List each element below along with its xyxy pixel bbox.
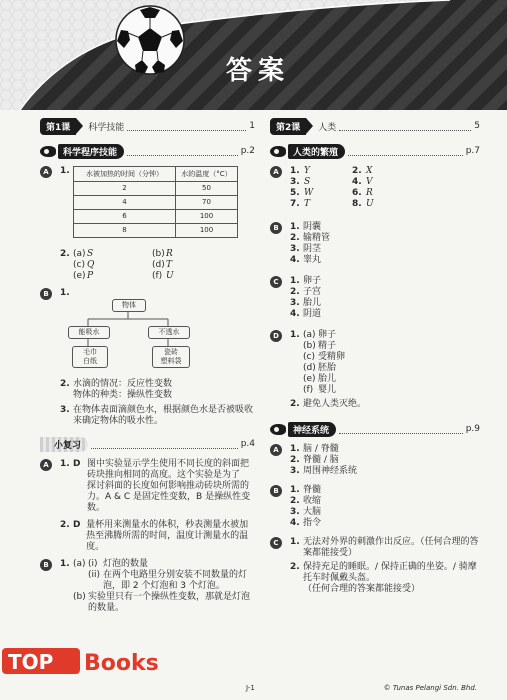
answer: 阴囊: [303, 222, 322, 232]
section-label: 科学程序技能: [58, 144, 124, 159]
page-number: J-1: [246, 684, 255, 692]
answer-grid: [290, 166, 406, 210]
answer: 胎儿: [303, 298, 322, 308]
table-cell: 70: [176, 196, 238, 210]
answer: 脑 / 脊髓: [303, 444, 339, 454]
list-item: [290, 562, 480, 595]
data-table: [73, 166, 238, 238]
question-2: [60, 520, 255, 553]
table-cell: 2: [74, 182, 176, 196]
list-item: [290, 287, 480, 298]
question-number: 5.: [290, 188, 300, 198]
magnifier-icon: [40, 146, 56, 157]
lesson-page: 5: [474, 121, 480, 131]
answer: 卵子: [318, 330, 337, 340]
leaf-text: 毛巾: [83, 348, 97, 356]
answer-line: 来确定物体的吸水性。: [73, 416, 164, 426]
section-header-nervous: [270, 422, 480, 436]
table-header: 水被加热的时间（分钟）: [74, 167, 176, 182]
question-number: 2.: [290, 399, 300, 409]
question-number: 2.: [290, 496, 300, 506]
section-header-reproduction: [270, 144, 480, 158]
table-row: [74, 224, 238, 238]
question-number: 3.: [290, 507, 300, 517]
list-item: [290, 309, 480, 320]
sub-label: (b): [152, 249, 165, 259]
left-column: [40, 118, 255, 620]
question-number: 6.: [352, 188, 362, 198]
answer: S: [304, 177, 311, 187]
answer-group-d: [270, 330, 480, 410]
list-item: [290, 399, 480, 410]
answer: 指令: [303, 518, 322, 528]
table-row: [74, 196, 238, 210]
answer: 阴道: [303, 309, 322, 319]
question-number: 8.: [352, 199, 362, 209]
answer: Q: [87, 260, 95, 270]
question-number: 3.: [290, 466, 300, 476]
lesson-1-header: [40, 118, 255, 134]
list-item: [290, 466, 480, 477]
section-page: p.7: [465, 146, 480, 156]
answer: R: [166, 249, 173, 259]
sub-label: (a): [73, 559, 86, 569]
lesson-name: 人类: [318, 122, 337, 133]
lesson-name: 科学技能: [88, 122, 125, 133]
chart-leaf-right: [152, 346, 190, 368]
list-item: [290, 330, 480, 341]
table-cell: 50: [176, 182, 238, 196]
answer-group-a: [270, 166, 480, 210]
leader-dots: [127, 122, 246, 131]
list-item: [290, 374, 480, 385]
answer-line: 力。A & C 是固定性变数，B 是操纵性变: [87, 492, 251, 502]
list-item: [290, 255, 480, 266]
list-item: [290, 496, 480, 507]
section-label: 神经系统: [288, 422, 336, 437]
question-3: [60, 405, 255, 427]
question-number: 3.: [290, 177, 300, 187]
answer-line: 在两个电路里分别安装不同数量的灯: [103, 570, 248, 580]
answer: S: [87, 249, 94, 259]
sub-label: (b): [73, 592, 86, 602]
answer: 收缩: [303, 496, 322, 506]
magnifier-icon: [270, 424, 286, 435]
section-header-review: [40, 437, 255, 451]
answer: 受精卵: [318, 352, 346, 362]
question-number: 1.: [60, 288, 70, 298]
question-number: 4.: [352, 177, 362, 187]
answer: R: [366, 188, 373, 198]
answer-letter: D: [73, 520, 81, 530]
list-item: [290, 455, 480, 466]
sub-label: (d): [152, 260, 165, 270]
question-number: 1.: [290, 166, 300, 176]
question-1: [60, 459, 255, 514]
answer: X: [366, 166, 373, 176]
answer-line: 数。: [87, 503, 106, 513]
section-page: p.9: [465, 424, 480, 434]
answer: 脊髓: [303, 485, 322, 495]
answer: 胚胎: [318, 363, 337, 373]
chart-leaf-left: [72, 346, 108, 368]
question-number: 2.: [352, 166, 362, 176]
sub-label: (f): [152, 271, 163, 281]
answer-line: （任何合理的答案都能接受）: [303, 584, 421, 594]
section-page: p.4: [240, 439, 255, 449]
question-number: 1.: [290, 444, 300, 454]
answer-group-c: [270, 537, 480, 595]
answer-line: 量杯用来测量水的体积，秒表测量水被加: [86, 520, 249, 530]
question-number: 2.: [60, 379, 70, 389]
leader-dots: [127, 147, 238, 156]
sub-label: (b): [303, 341, 316, 351]
list-item: [290, 352, 480, 363]
answer: 输精管: [303, 233, 331, 243]
answer-line: 的数量。: [88, 603, 125, 613]
list-item: [290, 385, 480, 396]
lesson-tab: 第2课: [270, 118, 306, 135]
leaf-text: 塑料袋: [160, 357, 182, 365]
question-number: 4.: [290, 255, 300, 265]
answer-line: 托车时佩戴头盔。: [303, 573, 376, 583]
list-item: [290, 341, 480, 352]
lesson-tab: 第1课: [40, 118, 76, 135]
sub-label: (a): [303, 330, 316, 340]
page-title: 答案: [226, 56, 291, 86]
question-1: [60, 166, 255, 241]
list-item: [290, 485, 480, 496]
sub-label: (ii): [88, 570, 101, 580]
sub-label: (c): [303, 352, 315, 362]
question-1-b: [60, 592, 255, 614]
answer-line: 泡，即 2 个灯泡和 3 个灯泡。: [103, 581, 225, 591]
lesson-2-header: [270, 118, 480, 134]
chart-root: 物体: [112, 299, 146, 312]
answer: 精子: [318, 341, 337, 351]
answer: 子宫: [303, 287, 322, 297]
table-cell: 8: [74, 224, 176, 238]
chart-node-left: 能吸水: [68, 326, 110, 339]
question-number: 2.: [290, 287, 300, 297]
question-1: [60, 559, 255, 570]
sub-label: (e): [73, 271, 86, 281]
answer-line: 灯泡的数量: [103, 559, 149, 569]
copyright: © Tunas Pelangi Sdn. Bhd.: [383, 684, 477, 692]
answer-grid: [73, 249, 226, 282]
question-number: 1.: [290, 276, 300, 286]
answer: T: [304, 199, 311, 209]
answer-line: 砖块推向相同的高度。这个实验是为了: [87, 470, 241, 480]
list-item: [290, 518, 480, 529]
group-badge: A: [270, 444, 282, 456]
group-badge: A: [270, 166, 282, 178]
group-badge: B: [40, 559, 52, 571]
answer-line: 无法对外界的刺激作出反应。（任何合理的答: [303, 537, 479, 547]
answer-line: 图中实验显示学生使用不同长度的斜面把: [87, 459, 250, 469]
group-badge: A: [40, 166, 52, 178]
group-badge: B: [270, 485, 282, 497]
table-cell: 100: [176, 210, 238, 224]
answer-line: 保持充足的睡眠。/ 保持正确的坐姿。/ 骑摩: [303, 562, 477, 572]
answer-group-b: [40, 288, 255, 427]
answer-group-b: [40, 559, 255, 614]
answer-line: 物体的种类：操纵性变数: [73, 390, 173, 400]
answer-line: 案都能接受）: [303, 548, 358, 558]
answer-group-b: [270, 485, 480, 529]
sub-label: (d): [303, 363, 316, 373]
answer-group-b: [270, 222, 480, 266]
section-header-skills: [40, 144, 255, 158]
answer: P: [87, 271, 94, 281]
right-column: [270, 118, 480, 601]
question-number: 1.: [60, 559, 70, 569]
question-number: 4.: [290, 309, 300, 319]
list-item: [290, 537, 480, 559]
question-1-a-ii: [60, 570, 255, 592]
answer: 阴茎: [303, 244, 322, 254]
list-item: [290, 363, 480, 374]
list-item: [290, 233, 480, 244]
section-label: 小复习: [40, 437, 88, 452]
question-number: 1.: [290, 330, 300, 340]
sub-label: (c): [73, 260, 85, 270]
answer-group-a: [270, 444, 480, 477]
answer: U: [366, 199, 374, 209]
sub-label: (f): [303, 385, 314, 395]
answer: 婴儿: [318, 385, 337, 395]
list-item: [290, 244, 480, 255]
svg-text:Books: Books: [84, 651, 159, 676]
group-badge: C: [270, 276, 282, 288]
soccer-ball-icon: [116, 6, 184, 74]
table-cell: 6: [74, 210, 176, 224]
leader-dots: [339, 425, 463, 434]
answer-line: 水滴的情况：反应性变数: [73, 379, 173, 389]
question-number: 1.: [290, 485, 300, 495]
question-number: 3.: [290, 244, 300, 254]
header-banner: [0, 0, 507, 110]
group-badge: B: [40, 288, 52, 300]
group-badge: C: [270, 537, 282, 549]
leaf-text: 白纸: [83, 357, 97, 365]
answer: 睾丸: [303, 255, 322, 265]
question-number: 2.: [60, 249, 70, 259]
svg-text:TOP: TOP: [8, 650, 54, 674]
answer: 周围神经系统: [303, 466, 358, 476]
answer: 避免人类灭绝。: [303, 399, 367, 409]
leader-dots: [91, 440, 238, 449]
magnifier-icon: [270, 146, 286, 157]
question-number: 2.: [290, 455, 300, 465]
answer: 大脑: [303, 507, 322, 517]
sub-label: (i): [88, 559, 98, 569]
answer-letter: D: [73, 459, 81, 469]
answer-line: 实验里只有一个操纵性变数，那就是灯泡: [88, 592, 251, 602]
question-number: 1.: [290, 537, 300, 547]
leaf-text: 瓷砖: [164, 348, 178, 356]
classification-chart: [60, 299, 255, 379]
question-number: 2.: [290, 562, 300, 572]
answer: 卵子: [303, 276, 322, 286]
group-badge: D: [270, 330, 282, 342]
leader-dots: [348, 147, 463, 156]
table-row: [74, 182, 238, 196]
chart-node-right: 不透水: [148, 326, 190, 339]
answer-group-a: [40, 459, 255, 553]
question-number: 2.: [60, 520, 70, 530]
sub-label: (e): [303, 374, 316, 384]
topbooks-logo: [2, 640, 172, 683]
question-1: [60, 288, 255, 299]
answer-line: 热至沸腾所需的时间，温度计测量水的温度。: [86, 531, 249, 552]
table-header: 水的温度（°C）: [176, 167, 238, 182]
question-number: 3.: [60, 405, 70, 415]
answer: V: [366, 177, 373, 187]
answer: 胎儿: [318, 374, 337, 384]
group-badge: B: [270, 222, 282, 234]
list-item: [290, 507, 480, 518]
answer-group-c: [270, 276, 480, 320]
answer-line: 在物体表面滴颜色水，根据颜色水是否被吸收: [73, 405, 254, 415]
question-number: 7.: [290, 199, 300, 209]
answer: Y: [304, 166, 310, 176]
question-number: 1.: [60, 166, 70, 176]
answer: U: [166, 271, 174, 281]
question-number: 2.: [290, 233, 300, 243]
logo-graphic: [2, 640, 172, 680]
question-number: 1.: [60, 459, 70, 469]
answer-line: 探讨斜面的长度如何影响推动砖块所需的: [87, 481, 250, 491]
question-2: [60, 249, 255, 282]
sub-label: (a): [73, 249, 86, 259]
question-number: 3.: [290, 298, 300, 308]
section-page: p.2: [240, 146, 255, 156]
list-item: [290, 276, 480, 287]
table-cell: 4: [74, 196, 176, 210]
question-number: 4.: [290, 518, 300, 528]
section-label: 人类的繁殖: [288, 144, 345, 159]
list-item: [290, 298, 480, 309]
question-number: 1.: [290, 222, 300, 232]
list-item: [290, 444, 480, 455]
group-badge: A: [40, 459, 52, 471]
answer: T: [166, 260, 173, 270]
lesson-page: 1: [249, 121, 255, 131]
question-2: [60, 379, 255, 401]
table-cell: 100: [176, 224, 238, 238]
answer: 脊髓 / 脑: [303, 455, 339, 465]
list-item: [290, 222, 480, 233]
leader-dots: [339, 122, 471, 131]
table-row: [74, 210, 238, 224]
answer: W: [304, 188, 314, 198]
answer-group-a: [40, 166, 255, 282]
